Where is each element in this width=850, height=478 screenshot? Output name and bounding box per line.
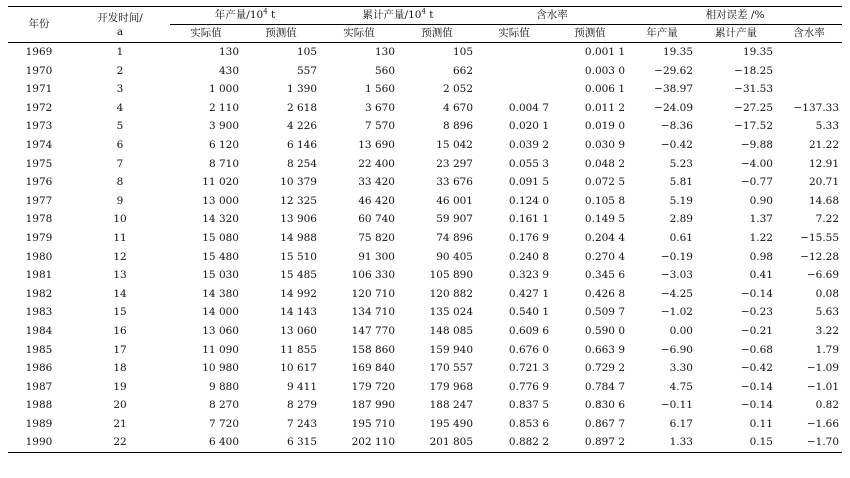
cell-year: 1974 <box>25 138 53 151</box>
cell-year: 1971 <box>25 83 53 96</box>
data-table-page <box>0 6 850 478</box>
cell-err-annual: −6.90 <box>660 343 693 356</box>
cell-cum-predicted: 105 <box>452 46 473 58</box>
table-row <box>8 80 842 99</box>
cell-err-cum: −18.25 <box>734 64 773 77</box>
cell-water-predicted: 0.048 2 <box>584 157 625 170</box>
header-water-cut: 含水率 <box>476 7 628 25</box>
cell-err-water: 14.68 <box>808 194 840 207</box>
cell-err-cum: −31.53 <box>734 83 773 96</box>
cell-err-water <box>776 62 842 81</box>
header-err-annual: 年产量 <box>628 25 696 43</box>
table-row <box>8 136 842 155</box>
cell-cum-predicted: 170 557 <box>429 362 473 375</box>
cell-err-cum: 0.90 <box>749 194 773 207</box>
cell-err-water: 20.71 <box>808 176 840 189</box>
table-row <box>8 359 842 378</box>
cell-dev-time: 13 <box>113 269 127 282</box>
cell-err-cum: −0.14 <box>740 380 773 393</box>
cell-cum-actual: 33 420 <box>358 176 395 189</box>
cell-annual-predicted: 557 <box>296 64 317 77</box>
cell-annual-actual: 8 710 <box>208 157 239 170</box>
cell-cum-actual: 46 420 <box>358 194 395 207</box>
cell-annual-actual: 9 880 <box>208 380 239 393</box>
cell-cum-predicted: 105 890 <box>429 269 473 282</box>
cell-annual-predicted: 13 906 <box>280 213 317 226</box>
cell-cum-predicted: 195 490 <box>429 417 473 430</box>
cell-cum-predicted: 662 <box>452 64 473 77</box>
cell-water-predicted: 0.030 9 <box>584 138 625 151</box>
cell-annual-predicted: 1 390 <box>286 83 317 96</box>
header-year: 年份 <box>8 7 70 43</box>
cell-water-predicted: 0.426 8 <box>584 287 625 300</box>
cell-cum-actual: 187 990 <box>351 399 395 412</box>
cell-annual-predicted: 11 855 <box>280 343 317 356</box>
cell-err-water: −6.69 <box>806 269 840 282</box>
cell-dev-time: 16 <box>113 324 127 337</box>
cell-dev-time: 19 <box>113 380 127 393</box>
header-dev-time-label: 开发时间/ <box>97 11 143 24</box>
table-row <box>8 415 842 434</box>
cell-err-annual: 0.61 <box>669 231 693 244</box>
header-water-actual: 实际值 <box>476 25 552 43</box>
cell-annual-predicted: 14 988 <box>280 231 317 244</box>
cell-annual-predicted: 8 279 <box>286 399 317 412</box>
cell-water-actual: 0.776 9 <box>508 380 549 393</box>
cell-dev-time: 7 <box>116 157 124 170</box>
cell-err-cum: −9.88 <box>740 138 773 151</box>
cell-year: 1975 <box>25 157 53 170</box>
cell-err-water: −15.55 <box>800 231 840 244</box>
cell-err-annual: −24.09 <box>654 101 693 114</box>
cell-water-actual: 0.721 3 <box>508 362 549 375</box>
cell-water-predicted: 0.149 5 <box>584 213 625 226</box>
cell-annual-predicted: 8 254 <box>286 157 317 170</box>
cell-cum-predicted: 201 805 <box>398 433 476 452</box>
cell-err-cum: 0.98 <box>749 250 773 263</box>
cell-cum-predicted: 179 968 <box>429 380 473 393</box>
cell-cum-predicted: 188 247 <box>429 399 473 412</box>
cell-cum-actual: 120 710 <box>351 287 395 300</box>
cell-annual-predicted: 6 146 <box>286 138 317 151</box>
cell-err-water: 0.82 <box>815 399 840 412</box>
cell-annual-predicted: 7 243 <box>286 417 317 430</box>
cell-water-actual: 0.837 5 <box>508 399 549 412</box>
cell-err-annual: 4.75 <box>669 380 693 393</box>
cell-water-actual: 0.161 1 <box>508 213 549 226</box>
cell-water-predicted: 0.019 0 <box>584 120 625 133</box>
cell-year: 1969 <box>25 46 53 58</box>
cell-cum-predicted: 4 670 <box>442 101 473 114</box>
table-row <box>8 155 842 174</box>
header-cum-prefix: 累计产量/10 <box>362 9 422 21</box>
cell-annual-actual: 11 090 <box>202 343 239 356</box>
cell-annual-actual: 1 000 <box>208 83 239 96</box>
cell-cum-predicted: 15 042 <box>436 138 473 151</box>
table-row <box>8 396 842 415</box>
cell-err-cum: −27.25 <box>734 101 773 114</box>
cell-err-water: 0.08 <box>815 287 840 300</box>
cell-dev-time: 20 <box>113 399 127 412</box>
header-cum-exp: 4 <box>421 7 426 16</box>
cell-dev-time: 3 <box>116 83 124 96</box>
cell-annual-actual: 15 480 <box>202 250 239 263</box>
cell-err-cum: −0.14 <box>740 399 773 412</box>
cell-cum-actual: 75 820 <box>358 231 395 244</box>
cell-year: 1978 <box>25 213 53 226</box>
cell-err-annual: 6.17 <box>669 417 693 430</box>
cell-err-cum: −17.52 <box>734 120 773 133</box>
cell-water-predicted: 0.204 4 <box>584 231 625 244</box>
cell-water-predicted: 0.867 7 <box>584 417 625 430</box>
table-row <box>8 173 842 192</box>
table-row <box>8 303 842 322</box>
cell-cum-actual: 147 770 <box>351 324 395 337</box>
cell-annual-predicted: 12 325 <box>280 194 317 207</box>
cell-water-predicted: 0.509 7 <box>584 306 625 319</box>
cell-cum-actual: 169 840 <box>351 362 395 375</box>
header-annual-actual: 实际值 <box>170 25 242 43</box>
cell-err-cum: 0.41 <box>749 269 773 282</box>
production-forecast-table <box>8 6 842 453</box>
cell-err-water: 5.33 <box>815 120 840 133</box>
cell-annual-predicted: 13 060 <box>280 324 317 337</box>
table-row <box>8 285 842 304</box>
header-dev-time <box>70 7 170 43</box>
cell-annual-actual: 6 120 <box>208 138 239 151</box>
cell-err-annual: 5.19 <box>669 194 693 207</box>
cell-err-annual: 2.89 <box>669 213 693 226</box>
cell-water-predicted: 0.270 4 <box>584 250 625 263</box>
cell-dev-time: 12 <box>113 250 127 263</box>
cell-err-cum: −0.14 <box>740 287 773 300</box>
cell-err-annual: −0.11 <box>660 399 693 412</box>
cell-water-actual: 0.323 9 <box>508 269 549 282</box>
cell-annual-predicted: 9 411 <box>286 380 317 393</box>
cell-err-water: −12.28 <box>800 250 840 263</box>
header-cum-predicted: 预测值 <box>398 25 476 43</box>
cell-water-actual <box>476 80 552 99</box>
table-row <box>8 341 842 360</box>
cell-water-actual: 0.240 8 <box>508 250 549 263</box>
cell-cum-actual: 158 860 <box>351 343 395 356</box>
cell-annual-actual: 430 <box>218 64 239 77</box>
cell-water-actual: 0.609 6 <box>508 324 549 337</box>
cell-err-cum: 0.15 <box>696 433 776 452</box>
cell-err-cum: 1.22 <box>749 231 773 244</box>
table-row <box>8 62 842 81</box>
table-row <box>8 378 842 397</box>
table-row <box>8 210 842 229</box>
cell-err-annual: −1.02 <box>660 306 693 319</box>
cell-err-annual: −8.36 <box>660 120 693 133</box>
cell-water-actual: 0.427 1 <box>508 287 549 300</box>
cell-water-actual: 0.676 0 <box>508 343 549 356</box>
cell-err-water: −1.01 <box>806 380 840 393</box>
cell-annual-predicted: 4 226 <box>286 120 317 133</box>
cell-err-annual: −0.42 <box>660 138 693 151</box>
cell-cum-predicted: 2 052 <box>442 83 473 96</box>
cell-water-actual: 0.055 3 <box>508 157 549 170</box>
cell-water-predicted: 0.663 9 <box>584 343 625 356</box>
cell-err-water: 21.22 <box>808 138 840 151</box>
cell-cum-actual: 179 720 <box>351 380 395 393</box>
header-cum-unit: t <box>425 9 434 21</box>
cell-annual-actual: 14 000 <box>202 306 239 319</box>
cell-cum-actual: 134 710 <box>351 306 395 319</box>
cell-err-cum: −0.42 <box>740 362 773 375</box>
cell-err-cum: −0.77 <box>740 176 773 189</box>
cell-cum-actual: 13 690 <box>358 138 395 151</box>
cell-dev-time: 10 <box>113 213 127 226</box>
cell-err-water: −1.66 <box>806 417 840 430</box>
cell-err-water: −137.33 <box>793 101 840 114</box>
cell-err-annual: −38.97 <box>654 83 693 96</box>
cell-err-cum: 1.37 <box>749 213 773 226</box>
cell-cum-predicted: 120 882 <box>429 287 473 300</box>
cell-err-cum: −0.23 <box>740 306 773 319</box>
cell-dev-time: 21 <box>113 417 127 430</box>
cell-err-annual: −29.62 <box>654 64 693 77</box>
cell-year: 1982 <box>25 287 53 300</box>
cell-cum-actual: 22 400 <box>358 157 395 170</box>
cell-err-water: 5.63 <box>815 306 840 319</box>
table-row <box>8 229 842 248</box>
cell-water-predicted: 0.003 0 <box>584 64 625 77</box>
cell-year: 1988 <box>25 399 53 412</box>
cell-annual-predicted: 14 992 <box>280 287 317 300</box>
cell-water-predicted: 0.590 0 <box>584 324 625 337</box>
header-annual-output <box>170 7 320 25</box>
cell-year: 1981 <box>25 269 53 282</box>
cell-cum-actual: 60 740 <box>358 213 395 226</box>
cell-cum-actual: 7 570 <box>364 120 395 133</box>
cell-year: 1980 <box>25 250 53 263</box>
cell-water-actual: 0.091 5 <box>508 176 549 189</box>
table-row <box>8 433 842 452</box>
header-annual-unit: t <box>267 9 276 21</box>
cell-water-predicted: 0.001 1 <box>584 46 625 58</box>
cell-err-water <box>776 80 842 99</box>
cell-year: 1977 <box>25 194 53 207</box>
cell-water-actual: 0.004 7 <box>508 101 549 114</box>
cell-annual-predicted: 6 315 <box>242 433 320 452</box>
cell-err-annual: 1.33 <box>628 433 696 452</box>
cell-err-annual: −0.19 <box>660 250 693 263</box>
cell-dev-time: 6 <box>116 138 124 151</box>
table-row <box>8 248 842 267</box>
cell-annual-predicted: 15 485 <box>280 269 317 282</box>
cell-annual-actual: 15 030 <box>202 269 239 282</box>
cell-year: 1976 <box>25 176 53 189</box>
cell-water-predicted: 0.830 6 <box>584 399 625 412</box>
table-row <box>8 117 842 136</box>
cell-cum-actual: 195 710 <box>351 417 395 430</box>
header-err-cum: 累计产量 <box>696 25 776 43</box>
cell-annual-actual: 130 <box>218 46 239 58</box>
cell-err-water: 3.22 <box>815 324 840 337</box>
cell-dev-time: 14 <box>113 287 127 300</box>
header-water-predicted: 预测值 <box>552 25 628 43</box>
cell-annual-actual: 13 060 <box>202 324 239 337</box>
cell-err-cum: 0.11 <box>749 417 773 430</box>
cell-annual-predicted: 14 143 <box>280 306 317 319</box>
header-annual-prefix: 年产量/10 <box>214 9 264 21</box>
cell-dev-time: 22 <box>70 433 170 452</box>
cell-err-water: −1.70 <box>776 433 842 452</box>
cell-annual-predicted: 105 <box>296 46 317 58</box>
table-row <box>8 99 842 118</box>
header-err-water: 含水率 <box>776 25 842 43</box>
cell-err-cum: 19.35 <box>742 46 773 58</box>
cell-cum-actual: 130 <box>374 46 395 58</box>
cell-water-predicted: 0.006 1 <box>584 83 625 96</box>
cell-annual-actual: 14 320 <box>202 213 239 226</box>
cell-err-annual: 3.30 <box>669 362 693 375</box>
cell-cum-predicted: 46 001 <box>436 194 473 207</box>
cell-water-actual: 0.020 1 <box>508 120 549 133</box>
cell-year: 1984 <box>25 324 53 337</box>
cell-cum-predicted: 148 085 <box>429 324 473 337</box>
cell-water-actual: 0.176 9 <box>508 231 549 244</box>
cell-err-water: 1.79 <box>815 343 840 356</box>
cell-dev-time: 2 <box>116 64 124 77</box>
cell-dev-time: 18 <box>113 362 127 375</box>
table-row <box>8 266 842 285</box>
cell-annual-actual: 15 080 <box>202 231 239 244</box>
cell-annual-predicted: 10 617 <box>280 362 317 375</box>
cell-cum-actual: 202 110 <box>320 433 398 452</box>
cell-err-water <box>776 43 842 62</box>
cell-annual-actual: 3 900 <box>208 120 239 133</box>
cell-annual-actual: 7 720 <box>208 417 239 430</box>
cell-err-cum: −0.21 <box>740 324 773 337</box>
cell-annual-actual: 11 020 <box>202 176 239 189</box>
cell-water-actual: 0.882 2 <box>476 433 552 452</box>
cell-err-water: 12.91 <box>808 157 840 170</box>
cell-err-water: −1.09 <box>806 362 840 375</box>
cell-dev-time: 5 <box>116 120 124 133</box>
header-cumulative-output <box>320 7 476 25</box>
header-annual-exp: 4 <box>263 7 268 16</box>
table-body <box>8 43 842 453</box>
cell-year: 1987 <box>25 380 53 393</box>
cell-cum-predicted: 23 297 <box>436 157 473 170</box>
header-cum-actual: 实际值 <box>320 25 398 43</box>
cell-cum-actual: 91 300 <box>358 250 395 263</box>
cell-annual-predicted: 10 379 <box>280 176 317 189</box>
cell-year: 1986 <box>25 362 53 375</box>
cell-cum-actual: 3 670 <box>364 101 395 114</box>
cell-year: 1990 <box>8 433 70 452</box>
cell-cum-predicted: 59 907 <box>436 213 473 226</box>
cell-cum-actual: 560 <box>374 64 395 77</box>
cell-annual-actual: 10 980 <box>202 362 239 375</box>
cell-annual-actual: 13 000 <box>202 194 239 207</box>
cell-err-water: 7.22 <box>815 213 840 226</box>
cell-year: 1983 <box>25 306 53 319</box>
cell-water-predicted: 0.729 2 <box>584 362 625 375</box>
table-row <box>8 43 842 62</box>
cell-year: 1973 <box>25 120 53 133</box>
cell-annual-predicted: 15 510 <box>280 250 317 263</box>
cell-water-actual: 0.124 0 <box>508 194 549 207</box>
cell-cum-predicted: 135 024 <box>429 306 473 319</box>
cell-water-predicted: 0.105 8 <box>584 194 625 207</box>
header-relative-error: 相对误差 /% <box>628 7 842 25</box>
cell-water-actual <box>476 62 552 81</box>
cell-dev-time: 1 <box>116 46 124 58</box>
cell-water-actual: 0.853 6 <box>508 417 549 430</box>
cell-year: 1972 <box>25 101 53 114</box>
cell-err-annual: 0.00 <box>669 324 693 337</box>
cell-water-actual: 0.540 1 <box>508 306 549 319</box>
cell-water-actual: 0.039 2 <box>508 138 549 151</box>
cell-dev-time: 8 <box>116 176 124 189</box>
cell-err-annual: 19.35 <box>662 46 693 58</box>
table-row <box>8 192 842 211</box>
cell-annual-actual: 14 380 <box>202 287 239 300</box>
cell-water-predicted: 0.345 6 <box>584 269 625 282</box>
cell-dev-time: 9 <box>116 194 124 207</box>
cell-dev-time: 15 <box>113 306 127 319</box>
cell-cum-predicted: 90 405 <box>436 250 473 263</box>
cell-err-annual: −4.25 <box>660 287 693 300</box>
cell-cum-predicted: 74 896 <box>436 231 473 244</box>
cell-cum-predicted: 159 940 <box>429 343 473 356</box>
cell-year: 1985 <box>25 343 53 356</box>
cell-dev-time: 4 <box>116 101 124 114</box>
header-row-1 <box>8 7 842 25</box>
cell-year: 1970 <box>25 64 53 77</box>
cell-dev-time: 11 <box>113 231 127 244</box>
cell-year: 1989 <box>25 417 53 430</box>
header-dev-time-unit: a <box>116 25 124 38</box>
cell-dev-time: 17 <box>113 343 127 356</box>
cell-err-annual: 5.81 <box>669 176 693 189</box>
cell-cum-actual: 1 560 <box>364 83 395 96</box>
cell-year: 1979 <box>25 231 53 244</box>
cell-cum-predicted: 8 896 <box>442 120 473 133</box>
header-annual-predicted: 预测值 <box>242 25 320 43</box>
cell-water-actual <box>476 43 552 62</box>
table-row <box>8 322 842 341</box>
cell-cum-actual: 106 330 <box>351 269 395 282</box>
cell-water-predicted: 0.784 7 <box>584 380 625 393</box>
cell-water-predicted: 0.072 5 <box>584 176 625 189</box>
cell-annual-actual: 2 110 <box>208 101 239 114</box>
cell-water-predicted: 0.897 2 <box>552 433 628 452</box>
cell-annual-actual: 8 270 <box>208 399 239 412</box>
cell-annual-actual: 6 400 <box>170 433 242 452</box>
cell-err-cum: −4.00 <box>740 157 773 170</box>
cell-err-cum: −0.68 <box>740 343 773 356</box>
cell-cum-predicted: 33 676 <box>436 176 473 189</box>
cell-err-annual: 5.23 <box>669 157 693 170</box>
cell-water-predicted: 0.011 2 <box>584 101 625 114</box>
cell-annual-predicted: 2 618 <box>286 101 317 114</box>
cell-err-annual: −3.03 <box>660 269 693 282</box>
